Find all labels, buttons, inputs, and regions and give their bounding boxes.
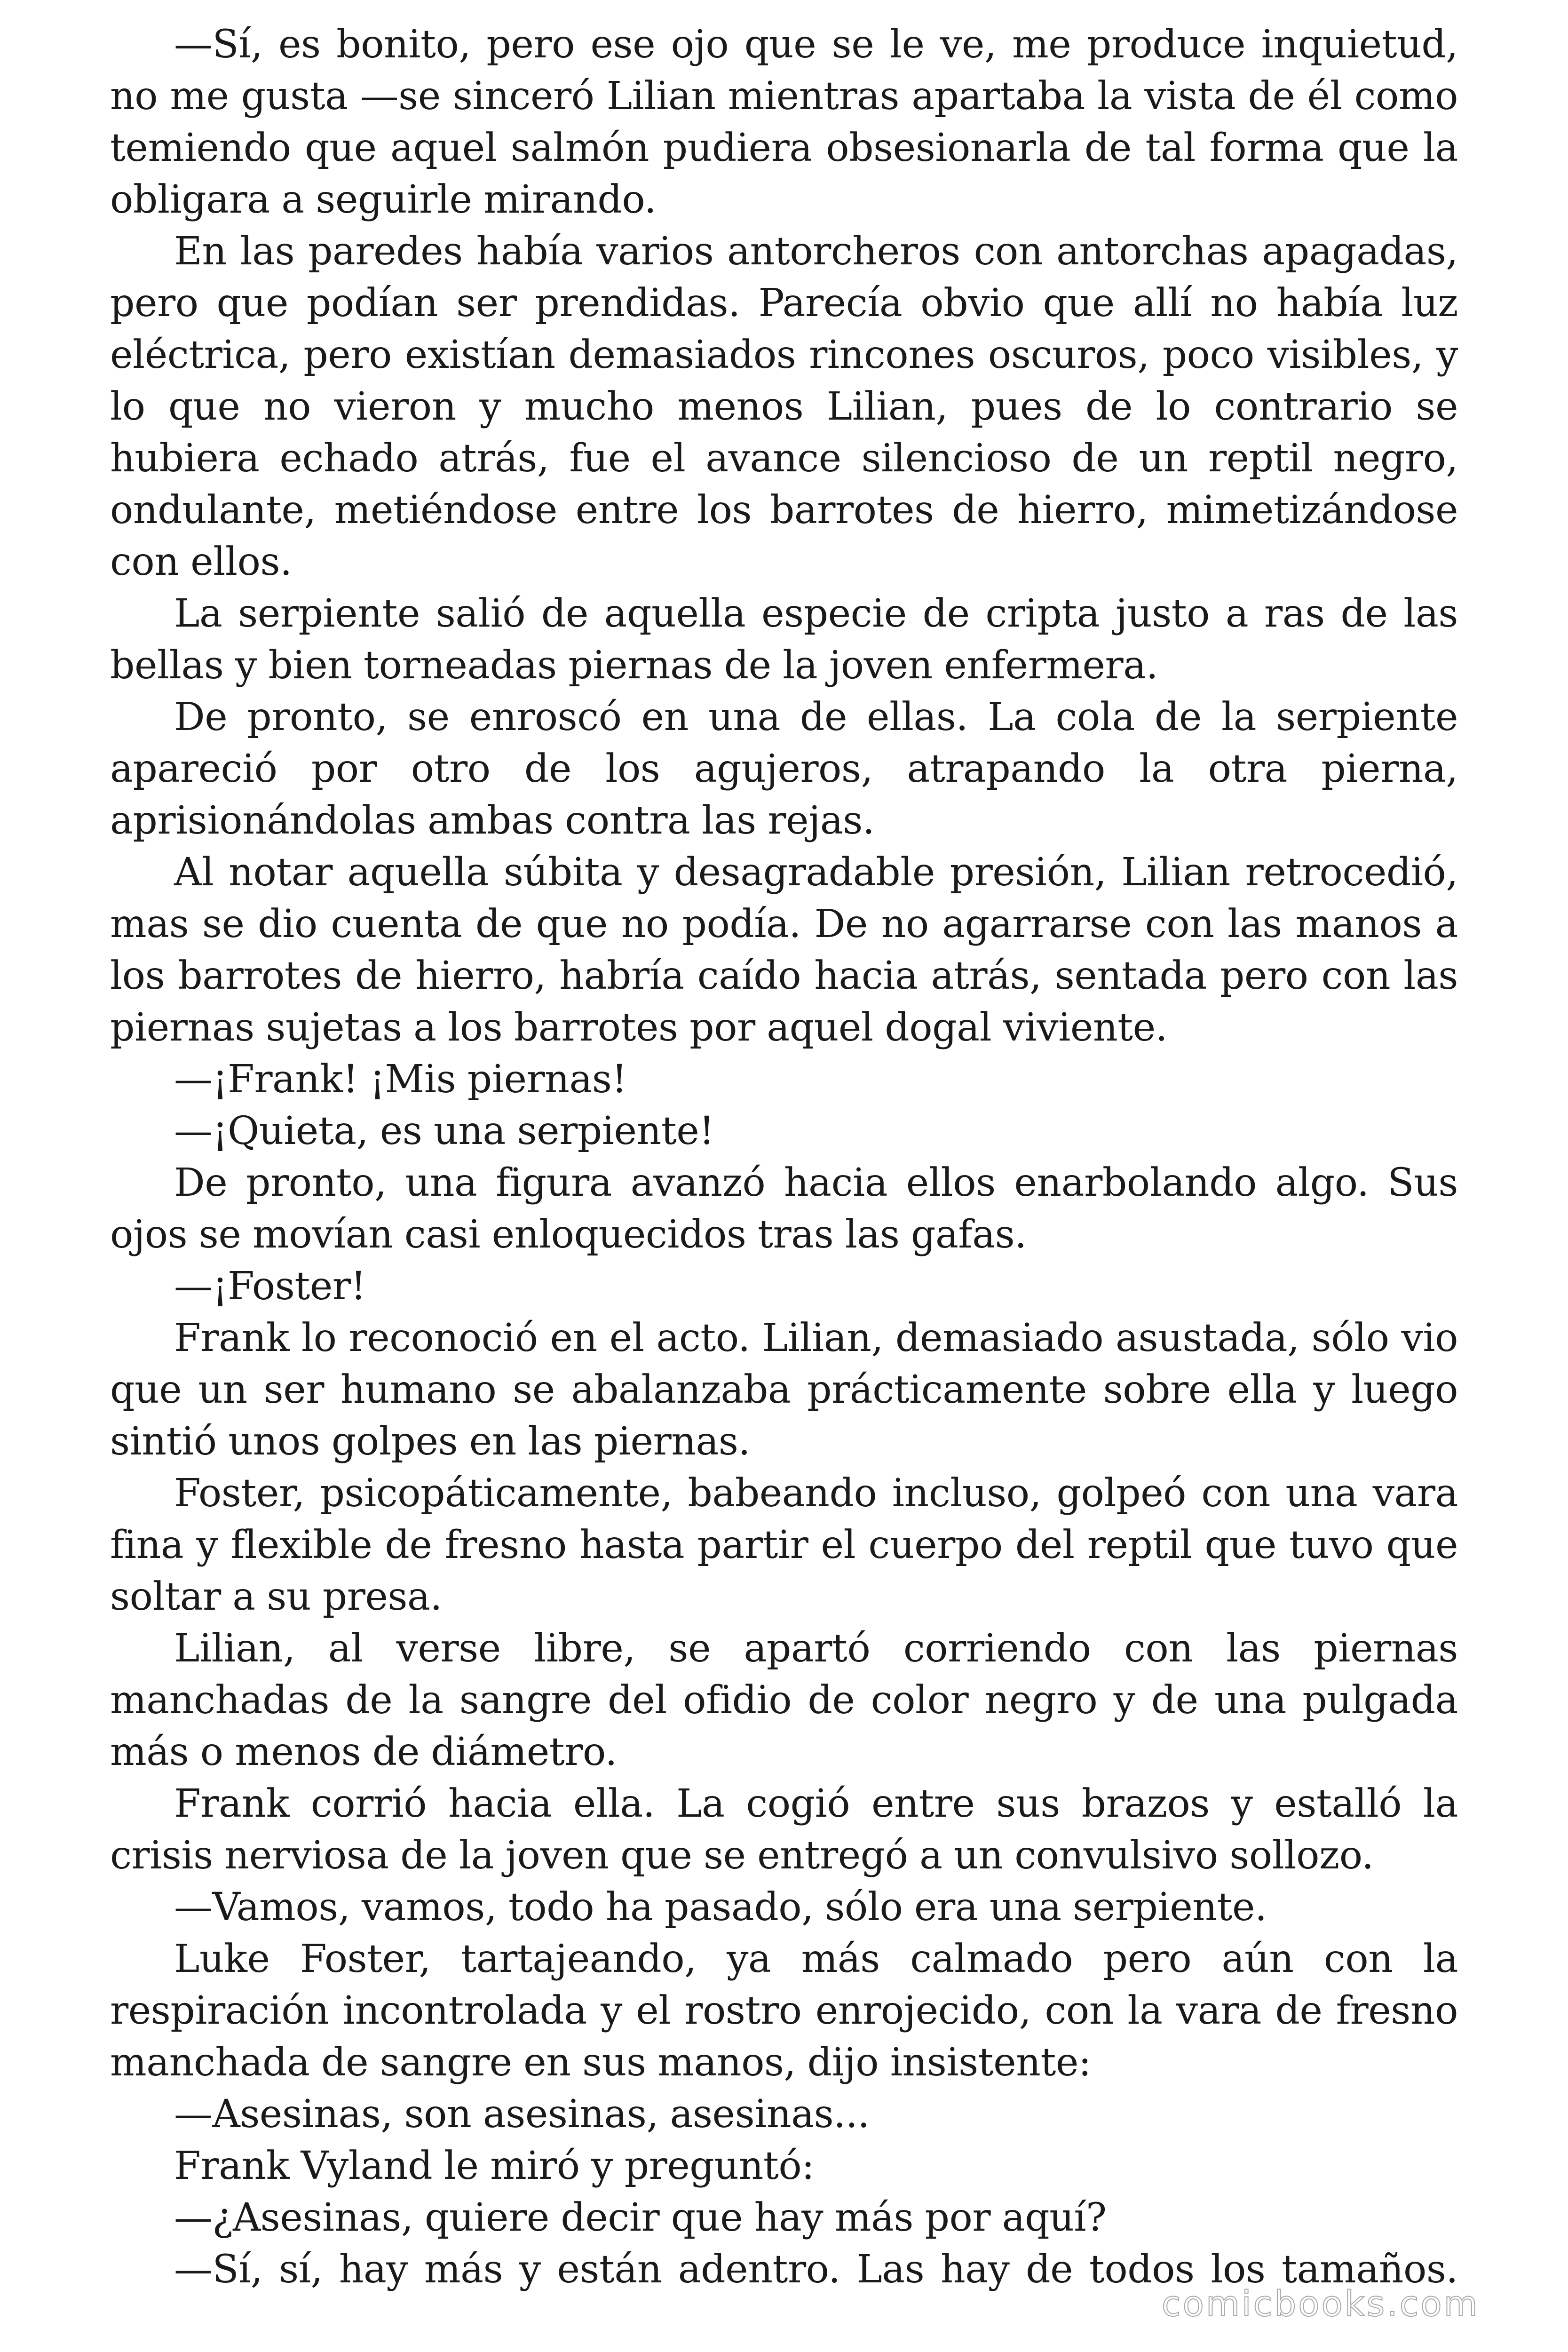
paragraph: —Asesinas, son asesinas, asesinas... bbox=[174, 2092, 870, 2137]
paragraph: —¡Foster! bbox=[174, 1264, 366, 1309]
paragraph: De pronto, una figura avanzó hacia ellos enarbolando algo. Sus ojos se movían casi enloquecidos tras las gafas. bbox=[110, 1160, 1458, 1257]
page-text bbox=[110, 19, 1458, 2296]
paragraph: Lilian, al verse libre, se apartó corriendo con las piernas manchadas de la sangre del ofidio de color negro y de una pulgada más o menos de diámetro. bbox=[110, 1626, 1458, 1774]
paragraph: Al notar aquella súbita y desagradable presión, Lilian retrocedió, mas se dio cuenta de que no podía. De no agarrarse con las manos a los barrotes de hierro, habría caído hacia atrás, sentada pero con las piernas sujetas a los barrotes por aquel dogal viviente. bbox=[110, 850, 1458, 1050]
paragraph: —¡Quieta, es una serpiente! bbox=[174, 1109, 714, 1153]
paragraph: —Vamos, vamos, todo ha pasado, sólo era una serpiente. bbox=[174, 1885, 1267, 1930]
paragraph: —Sí, es bonito, pero ese ojo que se le ve, me produce inquietud, no me gusta —se sinceró Lilian mientras apartaba la vista de él como temiendo que aquel salmón pudiera obsesionarla de tal forma que la obligara a seguirle mirando. bbox=[110, 22, 1458, 222]
paragraph: Luke Foster, tartajeando, ya más calmado pero aún con la respiración incontrolada y el rostro enrojecido, con la vara de fresno manchada de sangre en sus manos, dijo insistente: bbox=[110, 1937, 1458, 2085]
paragraph: —¿Asesinas, quiere decir que hay más por aquí? bbox=[174, 2195, 1107, 2240]
paragraph: —¡Frank! ¡Mis piernas! bbox=[174, 1057, 627, 1102]
paragraph: De pronto, se enroscó en una de ellas. La cola de la serpiente apareció por otro de los agujeros, atrapando la otra pierna, aprisionándolas ambas contra las rejas. bbox=[110, 695, 1458, 843]
paragraph: Frank Vyland le miró y preguntó: bbox=[174, 2144, 815, 2188]
paragraph: Foster, psicopáticamente, babeando incluso, golpeó con una vara fina y flexible de fresno hasta partir el cuerpo del reptil que tuvo que soltar a su presa. bbox=[110, 1471, 1458, 1619]
paragraph: La serpiente salió de aquella especie de cripta justo a ras de las bellas y bien torneadas piernas de la joven enfermera. bbox=[110, 591, 1458, 688]
paragraph: En las paredes había varios antorcheros con antorchas apagadas, pero que podían ser prendidas. Parecía obvio que allí no había luz eléctrica, pero existían demasiados rincones oscuros, poco visibles, y lo que no vieron y mucho menos Lilian, pues de lo contrario se hubiera echado atrás, fue el avance silencioso de un reptil negro, ondulante, metiéndose entre los barrotes de hierro, mimetizándose con ellos. bbox=[110, 229, 1458, 584]
paragraph: —Sí, sí, hay más y están adentro. Las hay de todos los tamaños. bbox=[174, 2247, 1458, 2292]
paragraph: Frank corrió hacia ella. La cogió entre sus brazos y estalló la crisis nerviosa de la joven que se entregó a un convulsivo sollozo. bbox=[110, 1781, 1458, 1878]
watermark: comicbooks.com bbox=[1162, 2284, 1480, 2324]
paragraph: Frank lo reconoció en el acto. Lilian, demasiado asustada, sólo vio que un ser humano se abalanzaba prácticamente sobre ella y luego sintió unos golpes en las piernas. bbox=[110, 1316, 1458, 1464]
